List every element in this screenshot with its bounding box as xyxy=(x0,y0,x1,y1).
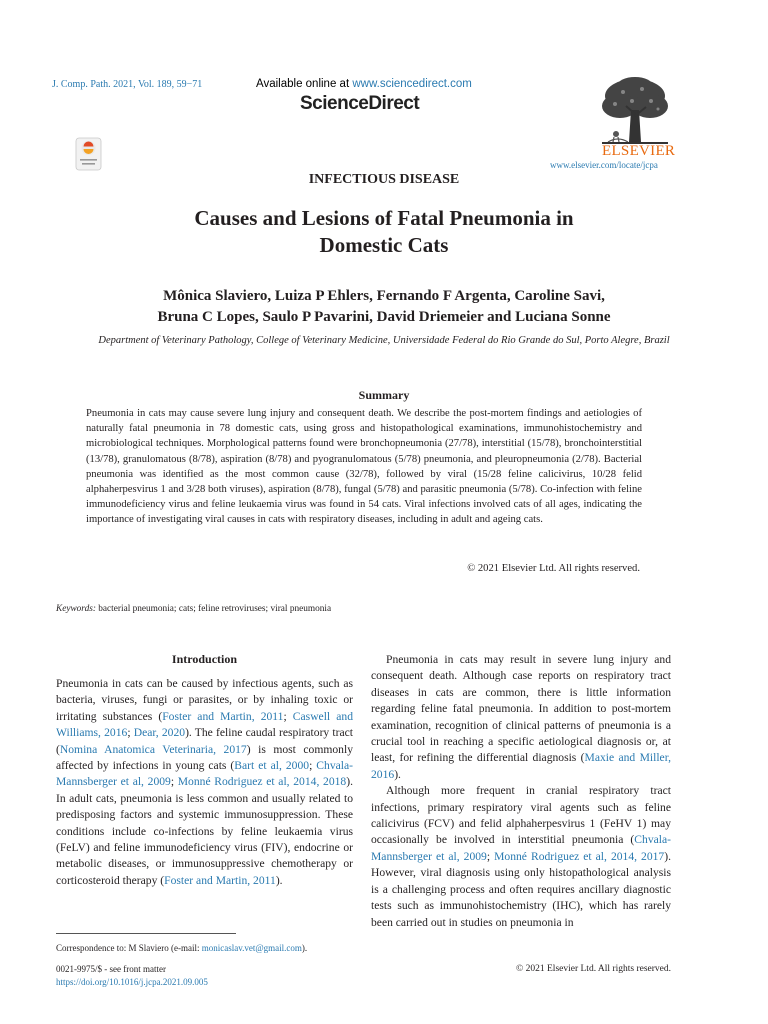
intro-paragraph-2 xyxy=(371,652,671,783)
sciencedirect-link[interactable]: www.sciencedirect.com xyxy=(352,78,472,90)
citation-link[interactable]: Bart et al, 2000 xyxy=(234,759,310,773)
summary-heading: Summary xyxy=(358,388,410,402)
body-text: ; xyxy=(283,709,293,723)
footnote-rule xyxy=(56,933,236,934)
body-column-right xyxy=(371,652,671,931)
footer-copyright: © 2021 Elsevier Ltd. All rights reserved. xyxy=(516,964,671,974)
body-text: ). However, viral diagnosis using only histopathological analysis is a challenging process and often requires ancillary diagnostic tests such as immunohistochemistry (IHC), which has rarely been carried out in studies on pneumonia in xyxy=(371,849,671,929)
article-title xyxy=(0,205,768,259)
intro-paragraph-1 xyxy=(56,676,353,889)
body-text: ). The feline caudal respiratory tract ( xyxy=(56,726,354,756)
citation-link[interactable]: Caswell and Williams, 2016 xyxy=(56,709,353,740)
citation-link[interactable]: Foster and Martin, 2011 xyxy=(164,873,276,887)
keywords-list: bacterial pneumonia; cats; feline retroviruses; viral pneumonia xyxy=(95,604,332,614)
elsevier-wordmark: ELSEVIER xyxy=(602,143,676,159)
correspondence-note xyxy=(56,943,307,953)
keywords xyxy=(56,604,331,614)
sciencedirect-logo[interactable]: ScienceDirect xyxy=(300,93,420,114)
intro-paragraph-3 xyxy=(371,783,671,931)
body-text: ). xyxy=(275,873,283,887)
check-for-updates-icon[interactable] xyxy=(75,137,102,171)
journal-homepage-link[interactable]: www.elsevier.com/locate/jcpa xyxy=(550,160,658,170)
body-text: Pneumonia in cats may result in severe lung injury and consequent death. Although case reports on respiratory tract diseases in cats are common, there is little information regarding feline fatal pneumonia. In addition to post-mortem examination, recognition of clinical patterns of pneumonia is a crucial tool in reaching a specific aetiological diagnosis or, at least, for refining the differential diagnosis ( xyxy=(371,653,671,765)
citation-link[interactable]: Chvala-Mannsberger et al, 2009 xyxy=(371,833,671,863)
body-column-left xyxy=(56,676,353,889)
journal-reference[interactable]: J. Comp. Path. 2021, Vol. 189, 59−71 xyxy=(52,79,203,90)
author-list xyxy=(0,286,768,328)
body-text: Although more frequent in cranial respiratory tract infections, primary respiratory viral agents such as feline calicivirus (FCV) and felid alphaherpesvirus 1 (FeHV 1) may occasionally be involved in interstitial pneumonia ( xyxy=(371,784,671,847)
body-text: ; xyxy=(486,849,495,863)
body-text: Pneumonia in cats can be caused by infectious agents, such as bacteria, viruses, fungi or parasites, or by inhaling toxic or irritating substances ( xyxy=(56,677,353,723)
keywords-label: Keywords: xyxy=(56,604,96,614)
body-text: ; xyxy=(309,759,317,773)
title-line-1: Causes and Lesions of Fatal Pneumonia in xyxy=(194,206,574,230)
available-online xyxy=(256,78,472,90)
corr-email-link[interactable]: monicaslav.vet@gmail.com xyxy=(201,943,302,953)
body-text: ) is most commonly affected by infections in young cats ( xyxy=(56,742,353,773)
title-line-2: Domestic Cats xyxy=(319,233,449,257)
citation-link[interactable]: Dear, 2020 xyxy=(133,726,186,740)
introduction-heading: Introduction xyxy=(171,652,238,666)
citation-link[interactable]: Nomina Anatomica Veterinaria, 2017 xyxy=(59,742,247,756)
corr-suffix: ). xyxy=(301,943,308,953)
available-prefix: Available online at xyxy=(256,78,353,90)
body-text: ). In adult cats, pneumonia is less common and usually related to predisposing factors and systemic immunosuppression. These conditions include co-infections by feline leukaemia virus (FeLV) and feline immunodeficiency virus (FIV), endocrine or metabolic diseases, or immunosuppressive chemotherapy or corticosteroid therapy ( xyxy=(56,775,353,887)
body-text: ; xyxy=(170,775,178,789)
citation-link[interactable]: Monné Rodriguez et al, 2014, 2017 xyxy=(494,849,665,863)
body-text: ). xyxy=(394,767,401,781)
summary-text: Pneumonia in cats may cause severe lung injury and consequent death. We describe the post-mortem findings and aetiologies of naturally fatal pneumonia in 78 domestic cats, using gross and histopathological examinations, immunohistochemistry and microbiological techniques. Morphological patterns found were bronchopneumonia (27/78), interstitial (15/78), bronchointerstitial (13/78), granulomatous (8/78), aspiration (8/78) and pyogranulomatous (5/78) pneumonia, and pleuropneumonia (2/78). Bacterial pneumonia was identified as the most common cause (32/78), followed by viral (15/28 feline calicivirus, 10/28 felid alphaherpesvirus 1 and 3/28 both viruses), aspiration (8/78), fungal (5/78) and parasitic pneumonia (5/78). Co-infection with feline immunodeficiency virus and feline leukaemia virus was found in 54 cats. Viral infections involved cats of all ages, indicating the importance of investigating viral causes in cats with respiratory diseases, including in adult and ageing cats. xyxy=(86,408,642,526)
authors-line-1: Mônica Slaviero, Luiza P Ehlers, Fernando F Argenta, Caroline Savi, xyxy=(163,288,605,304)
summary-copyright: © 2021 Elsevier Ltd. All rights reserved. xyxy=(467,563,640,574)
citation-link[interactable]: Maxie and Miller, 2016 xyxy=(371,751,671,781)
corr-prefix: Correspondence to: M Slaviero (e-mail: xyxy=(56,943,202,953)
citation-link[interactable]: Foster and Martin, 2011 xyxy=(162,709,284,723)
issn-line: 0021-9975/$ - see front matter xyxy=(56,964,166,974)
citation-link[interactable]: Monné Rodriguez et al, 2014, 2018 xyxy=(177,775,347,789)
affiliation: Department of Veterinary Pathology, College of Veterinary Medicine, Universidade Federal do Rio Grande do Sul, Porto Alegre, Brazil xyxy=(98,335,670,346)
doi-link[interactable]: https://doi.org/10.1016/j.jcpa.2021.09.005 xyxy=(56,977,208,987)
body-text: ; xyxy=(127,726,134,740)
citation-link[interactable]: Chvala-Mannsberger et al, 2009 xyxy=(56,759,353,789)
authors-line-2: Bruna C Lopes, Saulo P Pavarini, David Driemeier and Luciana Sonne xyxy=(157,309,611,325)
article-section: INFECTIOUS DISEASE xyxy=(308,172,460,187)
elsevier-tree-logo xyxy=(598,76,672,148)
